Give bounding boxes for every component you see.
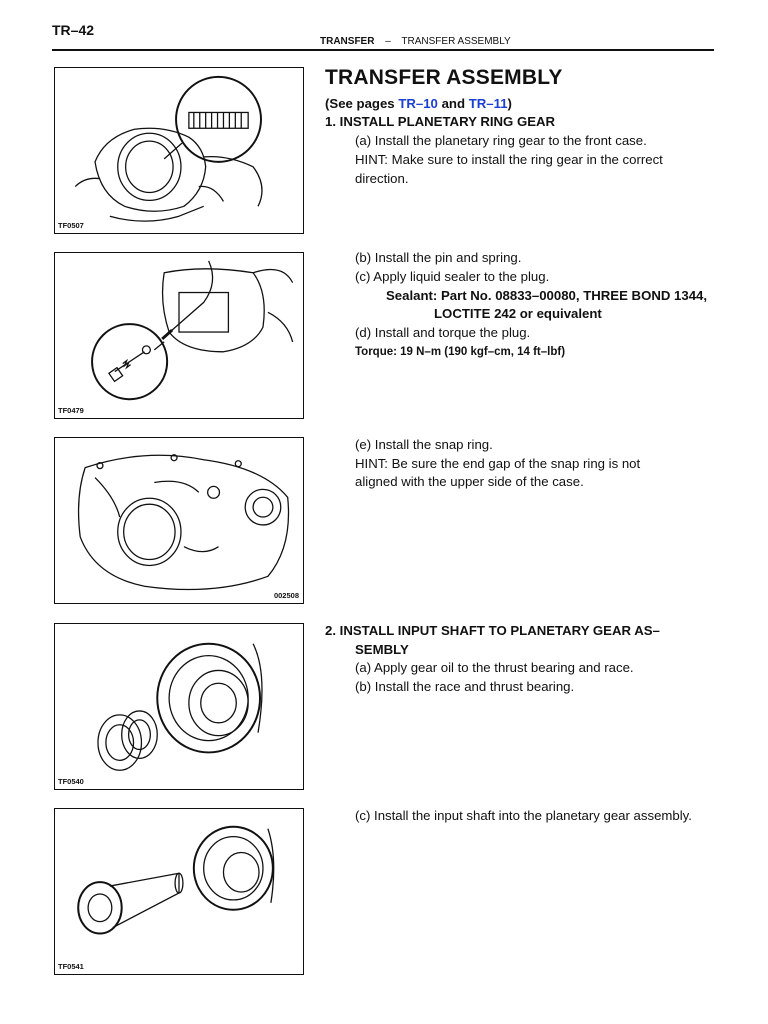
figure-snap-ring: [54, 437, 304, 604]
figure-code: TF0541: [58, 962, 84, 971]
step-2-heading-line1: 2. INSTALL INPUT SHAFT TO PLANETARY GEAR AS–: [325, 623, 660, 638]
header-subsection: TRANSFER ASSEMBLY: [401, 36, 511, 47]
step-1b: (b) Install the pin and spring.: [355, 250, 522, 265]
thrust-bearing-illustration: [55, 624, 303, 789]
page-title: TRANSFER ASSEMBLY: [325, 66, 563, 89]
link-tr-11[interactable]: TR–11: [468, 96, 508, 111]
figure-ring-gear: [54, 67, 304, 234]
figure-code: TF0540: [58, 777, 84, 786]
figure-pin-spring: [54, 252, 304, 419]
see-pages-prefix: (See pages: [325, 96, 399, 111]
torque-spec: Torque: 19 N–m (190 kgf–cm, 14 ft–lbf): [355, 346, 566, 358]
see-pages-mid: and: [437, 96, 469, 111]
step-1c: (c) Apply liquid sealer to the plug.: [355, 269, 550, 284]
sealant-spec-line2: LOCTITE 242 or equivalent: [434, 306, 602, 321]
figure-thrust-bearing: [54, 623, 304, 790]
step-2c: (c) Install the input shaft into the planetary gear assembly.: [355, 808, 692, 823]
step-1d: (d) Install and torque the plug.: [355, 325, 531, 340]
figure-code: TF0507: [58, 221, 84, 230]
header-separator: –: [385, 36, 391, 47]
header-rule: [52, 49, 714, 51]
snap-ring-illustration: [55, 438, 303, 603]
figure-code: 002508: [273, 591, 299, 600]
sealant-spec-line1: Sealant: Part No. 08833–00080, THREE BOND 1344,: [386, 288, 708, 303]
running-header: [320, 36, 511, 47]
see-pages-suffix: ): [507, 96, 512, 111]
step-1-hint-line2: direction.: [355, 171, 409, 186]
pin-spring-illustration: [55, 253, 303, 418]
step-1e: (e) Install the snap ring.: [355, 437, 493, 452]
step-2a: (a) Apply gear oil to the thrust bearing and race.: [355, 660, 634, 675]
link-tr-10[interactable]: TR–10: [398, 96, 438, 111]
figure-input-shaft: [54, 808, 304, 975]
ring-gear-illustration: [55, 68, 303, 233]
step-1-heading: 1. INSTALL PLANETARY RING GEAR: [325, 114, 556, 129]
step-2-heading-line2: SEMBLY: [355, 642, 409, 657]
input-shaft-illustration: [55, 809, 303, 974]
step-1a: (a) Install the planetary ring gear to the front case.: [355, 133, 647, 148]
step-1e-hint-line2: aligned with the upper side of the case.: [355, 474, 584, 489]
step-1-hint-line1: HINT: Make sure to install the ring gear in the correct: [355, 152, 663, 167]
page-number: TR–42: [52, 22, 95, 38]
header-section: TRANSFER: [320, 36, 375, 47]
step-1e-hint-line1: HINT: Be sure the end gap of the snap ring is not: [355, 456, 641, 471]
figure-code: TF0479: [58, 406, 84, 415]
step-2b: (b) Install the race and thrust bearing.: [355, 679, 575, 694]
see-pages-reference: [325, 95, 512, 114]
